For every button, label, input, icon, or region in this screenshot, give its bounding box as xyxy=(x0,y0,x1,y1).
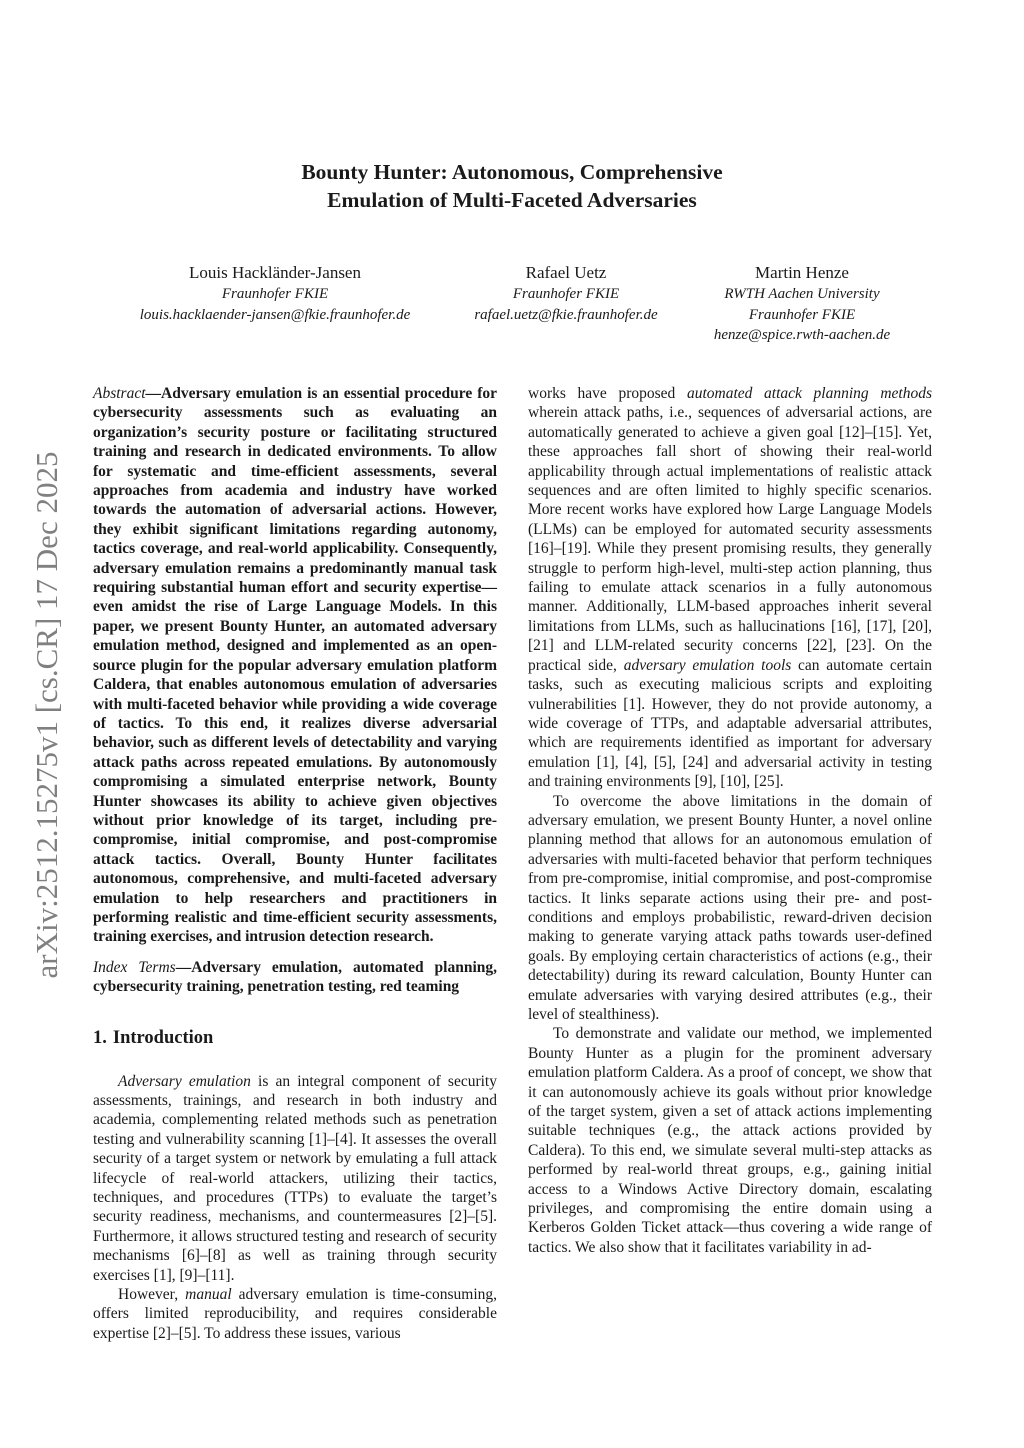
right-column xyxy=(528,384,932,1257)
index-terms-label: Index Terms xyxy=(93,958,176,976)
author-affiliation-secondary: Fraunhofer FKIE xyxy=(748,306,856,323)
emphasis-text: adversary emulation tools xyxy=(623,656,792,674)
body-paragraph: To overcome the above limitations in the domain of adversary emulation, we present Bounty Hunter, a novel online planning method that allows for an autonomous emulation of adversaries with multi-faceted behavior that perform techniques from pre-compromise, initial compromise, and post-compromise tactics. It links separate actions using their pre- and post-conditions and employs probabilistic, reward-driven decision making to generate varying attack paths towards user-defined goals. By employing certain characteristics of actions (e.g., their detectability) during its reward calculation, Bounty Hunter can emulate adversaries with varying desired attributes (e.g., their level of stealthiness). xyxy=(528,792,932,1023)
author-name: Rafael Uetz xyxy=(525,263,607,282)
emphasis-text: Adversary emulation xyxy=(118,1072,251,1090)
section-number: 1. xyxy=(93,1027,107,1048)
body-paragraph xyxy=(528,384,932,792)
author-email[interactable]: louis.hacklaender-jansen@fkie.fraunhofer.de xyxy=(139,306,411,323)
paragraph-text: is an integral component of security assessments, trainings, and research in both industry and academia, complementing related methods such as penetration testing and vulnerability scanning [1]–[4]. It assesses the overall security of a target system or network by emulating a full attack lifecycle of real-world attackers, utilizing their tactics, techniques, and procedures (TTPs) to evaluate the target’s security readiness, mechanisms, and countermeasures [2]–[5]. Furthermore, it allows structured testing and research of security mechanisms [6]–[8] as well as training through security exercises [1], [9]–[11]. xyxy=(93,1072,497,1284)
body-paragraph xyxy=(93,1285,497,1343)
paper-title-line-1: Bounty Hunter: Autonomous, Comprehensive xyxy=(301,160,723,184)
section-title: Introduction xyxy=(112,1027,214,1048)
paper-title-line-2: Emulation of Multi-Faceted Adversaries xyxy=(327,188,697,212)
abstract-text: —Adversary emulation is an essential procedure for cybersecurity assessments such as evaluating an organization’s security posture or facilitating structured training and research in dedicated environments. To allow for systematic and time-efficient assessments, several approaches from academia and industry have worked towards the automation of adversarial actions. However, they exhibit significant limitations regarding autonomy, tactics coverage, and real-world applicability. Consequently, adversary emulation remains a predominantly manual task requiring substantial human effort and security expertise—even amidst the rise of Large Language Models. In this paper, we present Bounty Hunter, an automated adversary emulation method, designed and implemented as an open-source plugin for the popular adversary emulation platform Caldera, that enables autonomous emulation of adversaries with multi-faceted behavior while providing a wide coverage of tactics. To this end, it realizes diverse adversarial behavior, such as different levels of detectability and varying attack paths across repeated emulations. By autonomously compromising a simulated enterprise network, Bounty Hunter showcases its ability to achieve given objectives without prior knowledge of its target, including pre-compromise, initial compromise, and post-compromise attack tactics. Overall, Bounty Hunter facilitates autonomous, comprehensive, and multi-faceted adversary emulation to help researchers and practitioners in performing realistic and time-efficient security assessments, training exercises, and intrusion detection research. xyxy=(93,385,497,946)
author-name: Louis Hackländer-Jansen xyxy=(189,263,361,282)
emphasis-text: manual xyxy=(185,1286,232,1304)
author-affiliation: Fraunhofer FKIE xyxy=(512,286,620,302)
emphasis-text: automated attack planning methods xyxy=(686,385,932,402)
left-column xyxy=(93,384,497,1343)
paper-title xyxy=(0,158,1024,214)
author-email[interactable]: henze@spice.rwth-aachen.de xyxy=(713,327,891,343)
paragraph-text: However, xyxy=(118,1286,186,1304)
body-paragraph xyxy=(93,1072,497,1285)
author-affiliation: Fraunhofer FKIE xyxy=(221,286,329,302)
section-heading-introduction xyxy=(93,1027,497,1049)
abstract-label: Abstract xyxy=(93,385,146,402)
paragraph-text: adversary emulation is time-consuming, offers limited reproducibility, and requires considerable expertise [2]–[5]. To address these issues, various xyxy=(93,1286,498,1342)
author-email[interactable]: rafael.uetz@fkie.fraunhofer.de xyxy=(474,306,658,323)
author-name: Martin Henze xyxy=(755,263,849,282)
index-terms xyxy=(93,958,497,997)
abstract xyxy=(93,384,497,947)
author-block xyxy=(115,262,435,325)
paragraph-text: works have proposed xyxy=(528,385,687,402)
arxiv-identifier-stamp[interactable]: arXiv:2512.15275v1 [cs.CR] 17 Dec 2025 xyxy=(29,451,64,979)
paragraph-text: can automate certain tasks, such as executing malicious scripts and exploiting vulnerabilities [1]. However, they do not provide autonomy, a wide coverage of TTPs, and adaptable adversarial attributes, which are requirements identified as important for adversary emulation [1], [4], [5], [24] and adversarial activity in testing and training environments [9], [10], [25]. xyxy=(528,656,933,791)
author-affiliation: RWTH Aachen University xyxy=(724,286,880,302)
paragraph-text: wherein attack paths, i.e., sequences of adversarial actions, are automatically generated to achieve a given goal [12]–[15]. Yet, these approaches fall short of showing their real-world applicability through actual implementations of realistic attack sequences and are often limited to highly specific scenarios. More recent works have explored how Large Language Models (LLMs) can be employed for automated security assessments [16]–[19]. While they present promising results, they generally struggle to perform high-level, multi-step action planning, thus failing to emulate attack scenarios in a fully autonomous manner. Additionally, LLM-based approaches inherit several limitations from LLMs, such as hallucinations [16], [17], [20], [21] and LLM-related security concerns [22], [23]. On the practical side, xyxy=(528,404,932,674)
index-terms-text: —Adversary emulation, automated planning, cybersecurity training, penetration testing, red teaming xyxy=(93,958,497,996)
author-block xyxy=(642,262,962,346)
body-paragraph: To demonstrate and validate our method, we implemented Bounty Hunter as a plugin for the prominent adversary emulation platform Caldera. As a proof of concept, we show that it can autonomously achieve its goals without prior knowledge of the target system, given a set of attack actions implementing suitable techniques (e.g., the attack actions provided by Caldera). To this end, we simulate several multi-step attacks as performed by real-world threat groups, e.g., gaining initial access to a Windows Active Directory domain, escalating privileges, and compromising the entire domain using a Kerberos Golden Ticket attack—thus covering a wide range of tactics. We also show that it facilitates variability in ad- xyxy=(528,1025,932,1256)
